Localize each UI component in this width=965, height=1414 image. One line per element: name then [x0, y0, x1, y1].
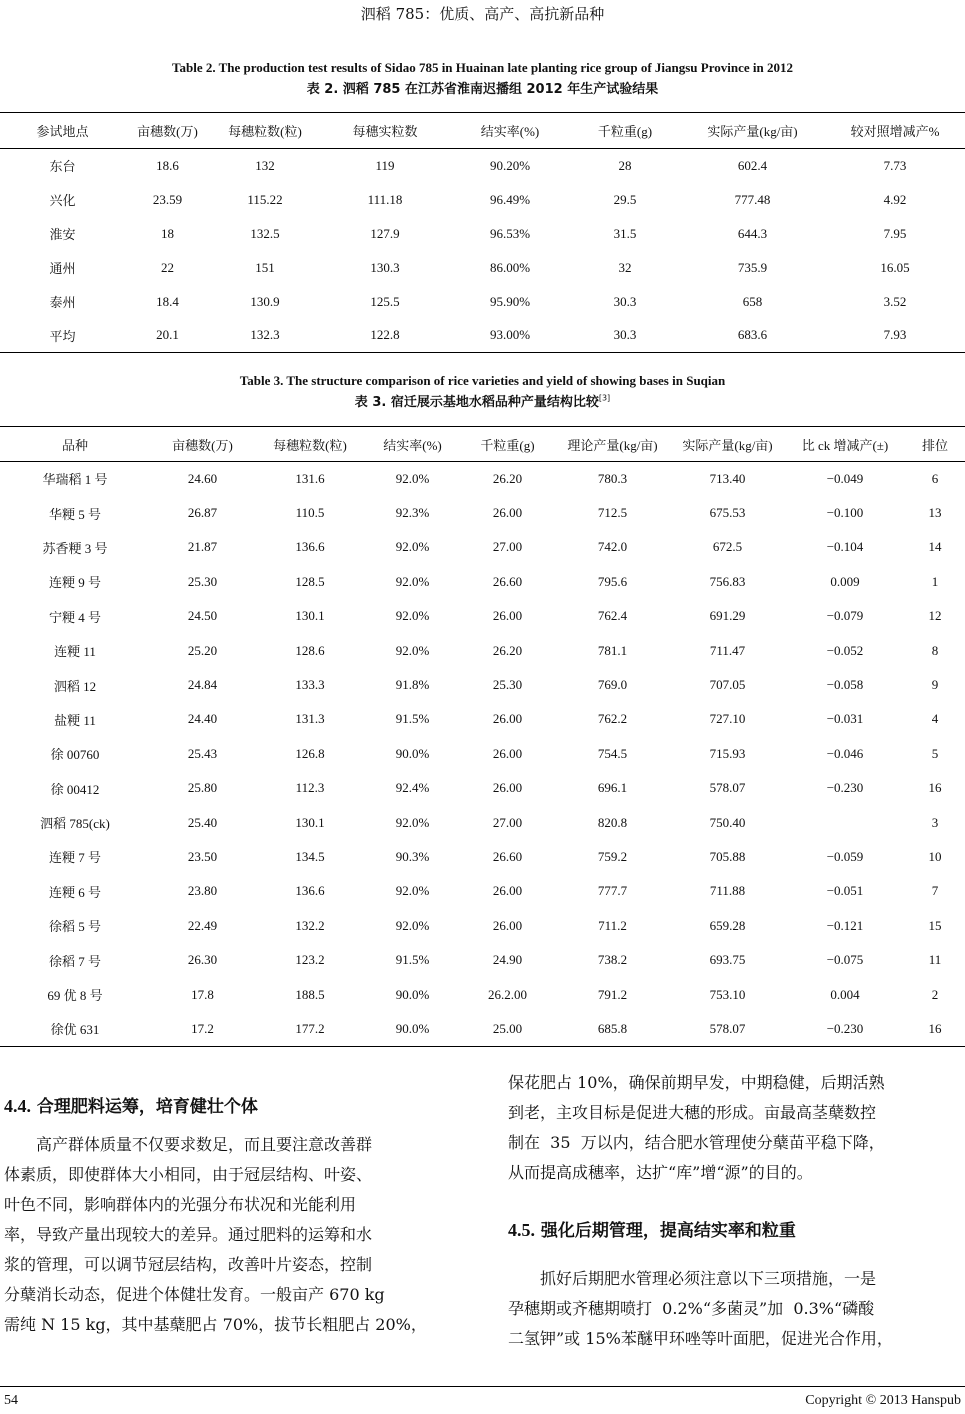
table3-cell: 727.10 [709, 711, 746, 727]
text-line: 到老，主攻目标是促进大穗的形成。亩最高茎蘖数控 [508, 1103, 877, 1122]
table3-cell: 188.5 [295, 986, 325, 1002]
text-line: 保花肥占 10%，确保前期早发，中期稳健，后期活熟 [508, 1073, 885, 1092]
text-line: 率，导致产量出现较大的差异。通过肥料的运筹和水 [4, 1225, 373, 1244]
table3-cell: 26.00 [492, 745, 523, 761]
table3-header-cell: 排位 [905, 427, 965, 462]
table3-cell: 696.1 [597, 780, 628, 796]
table3-header-cell: 每穗粒数(粒) [255, 427, 365, 462]
section-4-4-number: 4.4. [4, 1096, 31, 1116]
table3-cell: 90.0% [395, 986, 430, 1002]
table2-cell: 130.9 [250, 293, 280, 309]
table3-cell: 92.0% [395, 814, 430, 830]
table-row [0, 149, 965, 183]
table3-cell: 126.8 [295, 745, 325, 761]
table3-cell: 675.53 [709, 505, 746, 521]
table-row [0, 943, 965, 977]
table3-cell: 6 [931, 470, 939, 486]
table2-cell: 18.4 [156, 293, 179, 309]
table2-cell: 735.9 [737, 259, 768, 275]
table3-cell: 90.0% [395, 1020, 430, 1036]
table3-cell: 11 [928, 952, 942, 968]
table2-cell: 644.3 [737, 225, 768, 241]
table2-cell: 东台 [49, 159, 76, 175]
table2-caption-en: Table 2. The production test results of Sidao 785 in Huainan late planting rice group of Jiangsu Province in 2012 [172, 60, 793, 75]
table3-cell: 128.5 [295, 573, 325, 589]
table2-cell: 602.4 [737, 157, 768, 173]
section-4-4-continuation [508, 1068, 965, 1188]
table3-cell: 0.004 [830, 986, 860, 1002]
table3-cell: 693.75 [709, 952, 746, 968]
table2-cell: 111.18 [367, 191, 403, 207]
table3-cell: 13 [928, 505, 942, 521]
table3-header-cell: 实际产量(kg/亩) [670, 427, 785, 462]
table2-cell: 淮安 [49, 227, 76, 242]
table3-cell: 92.0% [395, 573, 430, 589]
table2-cell: 122.8 [370, 327, 400, 343]
table3-cell: 1 [931, 573, 939, 589]
table3-cell: 136.6 [295, 883, 325, 899]
table3-cell: 27.00 [492, 814, 523, 830]
table2-cell: 125.5 [370, 293, 400, 309]
table3-cell: 780.3 [597, 470, 628, 486]
table-row [0, 909, 965, 943]
text-line: 制在 35 万以内，结合肥水管理使分蘖苗平稳下降， [508, 1133, 885, 1152]
table3-caption-zh: 表 3. 宿迁展示基地水稻品种产量结构比较[3] [354, 393, 611, 410]
table3-cell: 16 [928, 780, 942, 796]
table3-cell: 795.6 [597, 573, 628, 589]
table3-cell: 92.0% [395, 642, 430, 658]
table2-cell: 132.3 [250, 327, 280, 343]
table3-cell: 777.7 [597, 883, 628, 899]
table3-citation: [3] [598, 393, 611, 403]
table3-cell [785, 805, 905, 839]
table2-cell: 115.22 [247, 191, 283, 207]
table3-cell: 123.2 [295, 952, 325, 968]
table3-cell: 756.83 [709, 573, 746, 589]
table2-cell: 132.5 [250, 225, 280, 241]
table3-cell: 715.93 [709, 745, 746, 761]
table2-cell: 683.6 [737, 327, 768, 343]
table-row [0, 285, 965, 319]
table3-cell: 徐 00760 [50, 747, 100, 763]
table3-cell: 711.88 [709, 883, 746, 899]
table3-cell: 712.5 [597, 505, 628, 521]
table3-cell: 24.90 [492, 952, 523, 968]
table2-cell: 132 [255, 157, 275, 173]
table2-header-cell: 每穗粒数(粒) [210, 113, 320, 149]
section-4-4-heading [4, 1092, 474, 1117]
table2-cell: 127.9 [370, 225, 400, 241]
table2 [0, 112, 965, 353]
table-row [0, 805, 965, 839]
table3-cell: 130.1 [295, 814, 325, 830]
table-row [0, 840, 965, 874]
table3-cell: 5 [931, 745, 939, 761]
table-row [0, 874, 965, 908]
table3-cell: −0.104 [826, 539, 864, 555]
table3-cell: 连粳 6 号 [48, 884, 101, 900]
table3-cell: 24.60 [187, 470, 218, 486]
table2-cell: 31.5 [613, 225, 637, 241]
table3-cell: 泗稻 12 [53, 678, 97, 694]
table2-cell: 32 [618, 259, 632, 275]
table2-cell: 7.93 [883, 327, 907, 343]
text-line: 浆的管理，可以调节冠层结构，改善叶片姿态，控制 [4, 1255, 373, 1274]
table2-cell: 777.48 [734, 191, 771, 207]
table-row [0, 771, 965, 805]
table3-cell: 25.30 [492, 677, 523, 693]
table3-cell: −0.058 [826, 677, 864, 693]
table3-cell: 22.49 [187, 917, 218, 933]
text-line: 分蘖消长动态，促进个体健壮发育。一般亩产 670 kg [4, 1285, 385, 1304]
table3-header-cell: 结实率(%) [365, 427, 460, 462]
table3-cell: 69 优 8 号 [47, 988, 103, 1004]
table2-cell: 20.1 [156, 327, 179, 343]
table3-cell: 26.00 [492, 780, 523, 796]
table3-cell: −0.049 [826, 470, 864, 486]
text-line: 需纯 N 15 kg，其中基蘖肥占 70%，拔节长粗肥占 20%， [4, 1315, 427, 1334]
table3-cell: 738.2 [597, 952, 628, 968]
table3-cell: 26.00 [492, 505, 523, 521]
table3 [0, 426, 965, 1047]
table3-cell: 26.2.00 [488, 986, 527, 1002]
table3-cell: 连粳 7 号 [48, 850, 101, 866]
table3-cell: 26.87 [187, 505, 218, 521]
table-row [0, 496, 965, 530]
table2-header-cell: 实际产量(kg/亩) [680, 113, 825, 149]
table3-cell: 762.2 [597, 711, 628, 727]
table2-cell: 7.73 [883, 157, 907, 173]
table2-header-cell: 亩穗数(万) [125, 113, 210, 149]
table3-cell: 742.0 [597, 539, 628, 555]
table3-cell: 781.1 [597, 642, 628, 658]
table2-header-cell: 千粒重(g) [570, 113, 680, 149]
table2-header-cell: 参试地点 [0, 113, 125, 149]
table2-cell: 通州 [49, 261, 76, 276]
table3-cell: 26.60 [492, 848, 523, 864]
table3-header-cell: 品种 [0, 427, 150, 462]
table3-cell: 16 [928, 1020, 942, 1036]
table3-cell: 131.6 [295, 470, 325, 486]
table3-cell: −0.046 [826, 745, 864, 761]
table2-cell: 93.00% [489, 327, 531, 343]
table-row [0, 251, 965, 285]
text-line: 从而提高成穗率，达扩“库”增“源”的目的。 [508, 1163, 813, 1182]
table3-cell: 徐稻 7 号 [48, 953, 101, 969]
table3-cell: −0.051 [826, 883, 864, 899]
table-row [0, 633, 965, 667]
table3-cell: 132.2 [295, 917, 325, 933]
table3-cell: 华瑞稻 1 号 [42, 472, 108, 488]
table3-cell: 769.0 [597, 677, 628, 693]
table2-header-cell: 较对照增减产% [825, 113, 965, 149]
table3-cell: 26.00 [492, 883, 523, 899]
table2-cell: 119 [375, 157, 395, 173]
table-row [0, 668, 965, 702]
table3-cell: 华粳 5 号 [48, 506, 101, 522]
table2-header-cell: 结实率(%) [450, 113, 570, 149]
table3-cell: 24.84 [187, 677, 218, 693]
table2-cell: 30.3 [613, 327, 637, 343]
table2-header-cell: 每穗实粒数 [320, 113, 450, 149]
table3-cell: 92.0% [395, 539, 430, 555]
table3-cell: 12 [928, 608, 942, 624]
table3-cell: 25.40 [187, 814, 218, 830]
table3-cell: −0.079 [826, 608, 864, 624]
page-number: 54 [4, 1393, 18, 1408]
text-line: 抓好后期肥水管理必须注意以下三项措施，一是 [508, 1269, 877, 1288]
section-4-5-number: 4.5. [508, 1220, 535, 1240]
table3-cell: 15 [928, 917, 942, 933]
table3-cell: 26.20 [492, 642, 523, 658]
table2-cell: 7.95 [883, 225, 907, 241]
table2-cell: 泰州 [49, 295, 76, 310]
table3-cell: 连粳 11 [54, 644, 96, 660]
text-line: 二氢钾”或 15%苯醚甲环唑等叶面肥，促进光合作用， [508, 1329, 893, 1348]
table3-cell: 26.00 [492, 711, 523, 727]
table3-header-cell: 千粒重(g) [460, 427, 555, 462]
table2-cell: 平均 [49, 328, 76, 344]
table3-cell: 91.5% [395, 952, 430, 968]
table2-cell: 22 [161, 259, 174, 275]
table3-cell: 8 [931, 642, 939, 658]
table-row [0, 565, 965, 599]
table3-cell: 130.1 [295, 608, 325, 624]
table3-cell: 3 [931, 814, 939, 830]
table2-cell: 18 [161, 225, 174, 241]
table3-cell: 92.3% [395, 505, 430, 521]
table3-cell: 徐 00412 [50, 781, 100, 797]
table3-cell: 23.80 [187, 883, 218, 899]
table-row [0, 530, 965, 564]
table2-cell: 30.3 [613, 293, 637, 309]
table3-cell: 泗稻 785(ck) [40, 816, 110, 832]
table3-cell: 131.3 [295, 711, 325, 727]
table3-cell: 92.0% [395, 917, 430, 933]
table3-cell: 762.4 [597, 608, 628, 624]
table3-cell: 672.5 [712, 539, 743, 555]
text-line: 叶色不同，影响群体内的光强分布状况和光能利用 [4, 1195, 357, 1214]
table3-cell: −0.230 [826, 1020, 864, 1036]
table3-cell: 23.50 [187, 848, 218, 864]
table2-cell: 96.49% [489, 191, 531, 207]
table3-cell: 宁粳 4 号 [48, 609, 101, 625]
table3-cell: 24.50 [187, 608, 218, 624]
text-line: 体素质，即使群体大小相同，由于冠层结构、叶姿、 [4, 1165, 373, 1184]
table3-cell: −0.075 [826, 952, 864, 968]
table3-cell: 112.3 [295, 780, 325, 796]
table3-caption-en: Table 3. The structure comparison of rice varieties and yield of showing bases in Suqian [239, 373, 726, 388]
table3-cell: 26.00 [492, 608, 523, 624]
table3-cell: 2 [931, 986, 939, 1002]
running-header: 泗稻 785：优质、高产、高抗新品种 [360, 5, 605, 23]
table2-cell: 16.05 [880, 259, 910, 275]
table-row [0, 737, 965, 771]
table3-cell: 707.05 [709, 677, 746, 693]
table-row [0, 183, 965, 217]
table3-cell: 685.8 [597, 1020, 628, 1036]
table3-cell: 820.8 [597, 814, 628, 830]
table3-cell: 26.60 [492, 573, 523, 589]
table2-caption-zh: 表 2. 泗稻 785 在江苏省淮南迟播组 2012 年生产试验结果 [306, 82, 659, 97]
table3-cell: 177.2 [295, 1020, 325, 1036]
table3-cell: 791.2 [597, 986, 628, 1002]
table3-cell: 578.07 [709, 780, 746, 796]
table-row [0, 1012, 965, 1046]
table3-cell: 754.5 [597, 745, 628, 761]
table3-cell: 25.43 [187, 745, 218, 761]
table3-cell: 133.3 [295, 677, 325, 693]
table2-cell: 4.92 [883, 191, 907, 207]
table3-cell: 90.3% [395, 848, 430, 864]
table3-cell: 26.30 [187, 952, 218, 968]
copyright: Copyright © 2013 Hanspub [805, 1393, 961, 1408]
table3-cell: 691.29 [709, 608, 746, 624]
table2-cell: 95.90% [489, 293, 531, 309]
section-4-4-title: 合理肥料运筹，培育健壮个体 [36, 1097, 258, 1117]
table3-cell: 盐粳 11 [54, 712, 96, 728]
table3-cell: 26.20 [492, 470, 523, 486]
table3-header-cell: 理论产量(kg/亩) [555, 427, 670, 462]
footer-rule [0, 1386, 965, 1387]
table3-cell: 徐优 631 [50, 1022, 100, 1038]
table2-cell: 86.00% [489, 259, 531, 275]
table3-cell: 705.88 [709, 848, 746, 864]
table3-cell: 26.00 [492, 917, 523, 933]
table3-cell: 136.6 [295, 539, 325, 555]
table3-cell: −0.052 [826, 642, 864, 658]
table3-cell: 27.00 [492, 539, 523, 555]
table2-cell: 658 [742, 293, 763, 309]
table3-cell: 753.10 [709, 986, 746, 1002]
table3-cell: 110.5 [295, 505, 325, 521]
table2-cell: 130.3 [370, 259, 400, 275]
table3-cell: 25.30 [187, 573, 218, 589]
table2-cell: 29.5 [613, 191, 637, 207]
table3-cell: 91.5% [395, 711, 430, 727]
table3-cell: 759.2 [597, 848, 628, 864]
text-line: 高产群体质量不仅要求数足，而且要注意改善群 [4, 1135, 373, 1154]
table2-cell: 18.6 [156, 157, 179, 173]
table3-cell: 25.00 [492, 1020, 523, 1036]
text-line: 孕穗期或齐穗期喷打 0.2%“多菌灵”加 0.3%“磷酸 [508, 1299, 875, 1318]
table-row [0, 599, 965, 633]
table-row [0, 217, 965, 251]
table3-cell: 128.6 [295, 642, 325, 658]
table-row [0, 462, 965, 496]
table3-cell: 711.47 [709, 642, 746, 658]
table3-cell: 134.5 [295, 848, 325, 864]
table3-header-cell: 亩穗数(万) [150, 427, 255, 462]
section-4-5-heading [508, 1216, 965, 1241]
table3-cell: 14 [928, 539, 942, 555]
table3-cell: 92.0% [395, 470, 430, 486]
table3-cell: 90.0% [395, 745, 430, 761]
table3-cell: 578.07 [709, 1020, 746, 1036]
table-row [0, 977, 965, 1011]
table3-cell: 92.4% [395, 780, 430, 796]
table3-cell: 连粳 9 号 [48, 575, 101, 591]
table3-cell: −0.230 [826, 780, 864, 796]
table3-cell: 24.40 [187, 711, 218, 727]
table3-cell: 徐稻 5 号 [48, 919, 101, 935]
table3-cell: 659.28 [709, 917, 746, 933]
table3-cell: 711.2 [598, 917, 627, 933]
table3-cell: 25.20 [187, 642, 218, 658]
table3-cell: −0.121 [826, 917, 864, 933]
table2-cell: 96.53% [489, 225, 531, 241]
table-row [0, 702, 965, 736]
table3-cell: 10 [928, 848, 942, 864]
table3-cell: 9 [931, 677, 939, 693]
section-4-5-title: 强化后期管理，提高结实率和粒重 [540, 1221, 796, 1241]
table3-header-cell: 比 ck 增减产(±) [785, 427, 905, 462]
table3-cell: 25.80 [187, 780, 218, 796]
table3-cell: 91.8% [395, 677, 430, 693]
table3-cell: 7 [931, 883, 939, 899]
table2-cell: 90.20% [489, 157, 531, 173]
table3-cell: 17.8 [191, 986, 214, 1002]
table3-cell: 750.40 [709, 814, 746, 830]
table2-cell: 23.59 [152, 191, 183, 207]
section-4-4-body [4, 1130, 464, 1340]
table2-cell: 兴化 [49, 193, 76, 208]
table3-cell: 4 [931, 711, 939, 727]
table3-cell: 92.0% [395, 883, 430, 899]
table3-cell: 92.0% [395, 608, 430, 624]
table3-cell: 苏香粳 3 号 [42, 540, 108, 556]
table3-cell: −0.100 [826, 505, 864, 521]
table2-cell: 28 [618, 157, 632, 173]
table2-cell: 3.52 [883, 293, 907, 309]
table2-cell: 151 [255, 259, 275, 275]
table3-cell: 713.40 [709, 470, 746, 486]
table3-cell: 17.2 [191, 1020, 214, 1036]
table3-cell: 21.87 [187, 539, 218, 555]
table-row [0, 319, 965, 353]
section-4-5-body [508, 1264, 965, 1354]
table3-cell: −0.059 [826, 848, 864, 864]
table3-cell: −0.031 [826, 711, 864, 727]
table3-cell: 0.009 [830, 573, 860, 589]
